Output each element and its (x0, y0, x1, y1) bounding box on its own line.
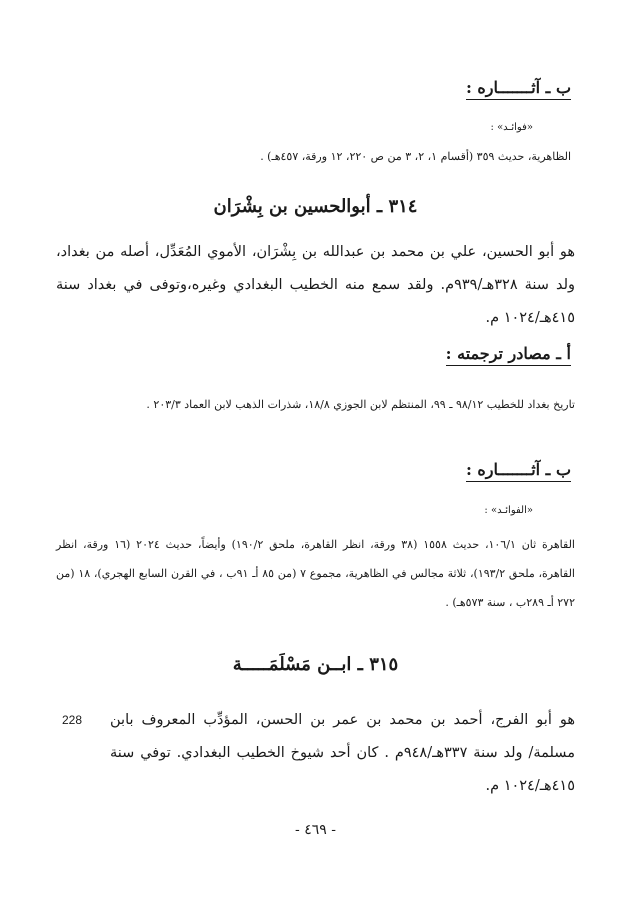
works-text-top: الظاهرية، حديث ٣٥٩ (أقسام ١، ٢، ٣ من ص ٢٢٠، ١٢ ورقة، ٤٥٧هـ) . (260, 150, 571, 163)
works-heading-top: ب ـ آثـــــــاره : (56, 78, 571, 100)
page-number: - ٤٦٩ - (295, 822, 336, 838)
entry-314-bio: هو أبو الحسين، علي بن محمد بن عبدالله بن بِشْرَان، الأموي المُعَدِّل، أصله من بغداد، ولد سنة ٣٢٨هـ/٩٣٩م. ولقد سمع منه الخطيب البغدادي وغيره،وتوفى في بغداد سنة ٤١٥هـ/١٠٢٤ م. (56, 244, 575, 326)
entry-314-works-text: القاهرة ثان ١٠٦/١، حديث ١٥٥٨ (٣٨ ورقة، انظر القاهرة، ملحق ١٩٠/٢) وأيضاً، حديث ٢٠٢٤ (١٦ ورقة، انظر القاهرة، ملحق ١٩٣/٢)، ثلاثة مجالس في الظاهرية، مجموع ٧ (من ٨٥ أـ ٩١ب ، في القرن السابع الهجري)، ١٨ (من ٢٧٢ أـ ٢٨٩ب ، سنة ٥٧٣هـ) . (56, 538, 575, 609)
entry-315-title: ٣١٥ ـ ابــن مَسْلَمَـــــة (232, 654, 399, 675)
works-label-top: «فوائـد» : (490, 122, 533, 133)
entry-314-sources-text: تاريخ بغداد للخطيب ٩٨/١٢ ـ ٩٩، المنتظم لابن الجوزي ١٨/٨، شذرات الذهب لابن العماد ٢٠٣/٣ . (146, 398, 575, 411)
entry-314-sources-heading: أ ـ مصادر ترجمته : (56, 344, 571, 366)
entry-314-works-label: «الفوائـد» : (484, 505, 533, 516)
entry-314-title: ٣١٤ ـ أبوالحسين بن بِشْرَان (213, 196, 418, 217)
margin-page-number: 228 (62, 713, 83, 727)
entry-315-bio: هو أبو الفرج، أحمد بن محمد بن عمر بن الحسن، المؤدِّب المعروف بابن مسلمة/ ولد سنة ٣٣٧هـ/٩٤٨م . كان أحد شيوخ الخطيب البغدادي. توفي سنة ٤١٥هـ/١٠٢٤ م. (110, 712, 576, 794)
entry-314-works-heading: ب ـ آثـــــــاره : (56, 460, 571, 482)
